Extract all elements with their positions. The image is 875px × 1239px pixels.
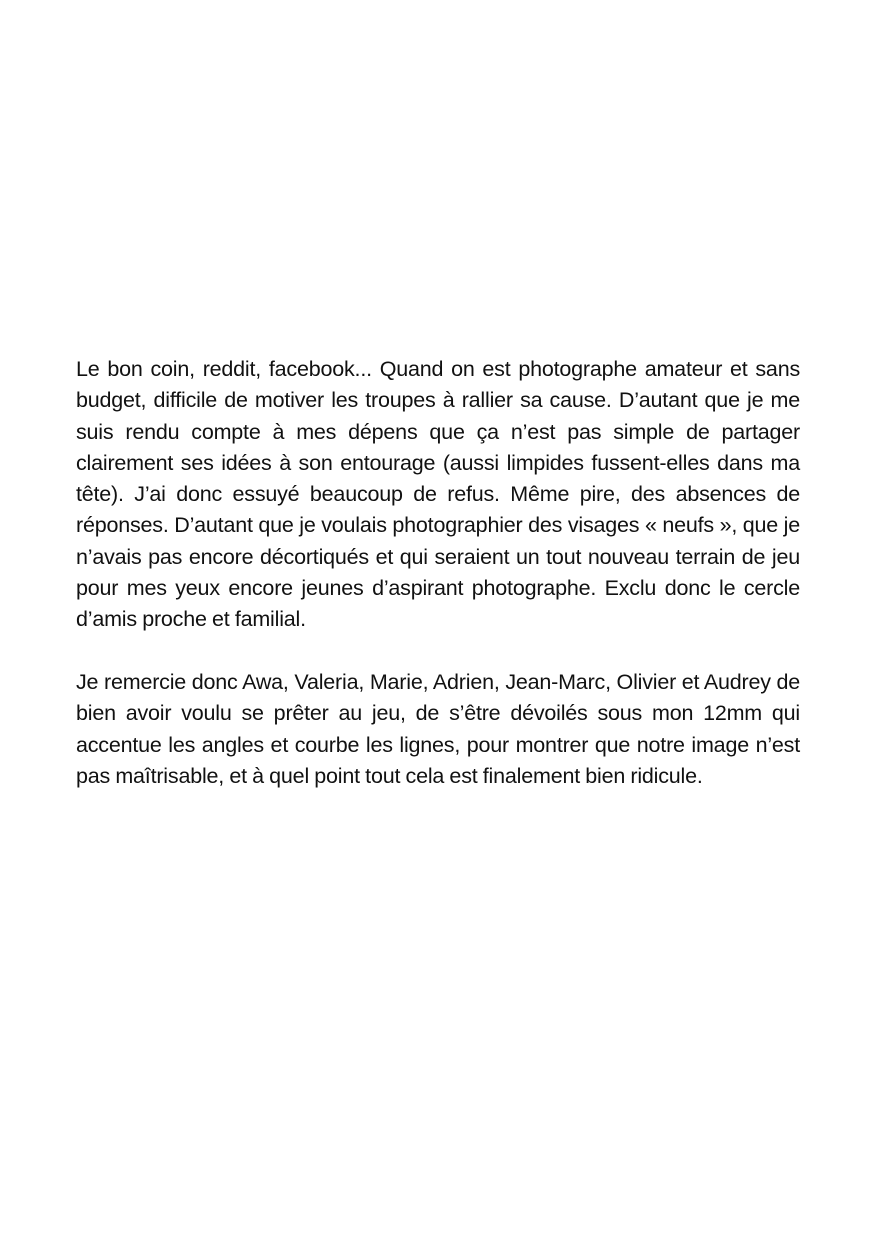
body-text bbox=[76, 354, 800, 792]
paragraph-thanks: Je remercie donc Awa, Valeria, Marie, Adrien, Jean-Marc, Olivier et Audrey de bien avoir voulu se prêter au jeu, de s’être dévoilés sous mon 12mm qui accentue les angles et courbe les lignes, pour montrer que notre image n’est pas maîtrisable, et à quel point tout cela est finalement bien ridicule. bbox=[76, 669, 800, 788]
paragraph-intro: Le bon coin, reddit, facebook... Quand on est photographe amateur et sans budget, difficile de motiver les troupes à rallier sa cause. D’autant que je me suis rendu compte à mes dépens que ça n’est pas simple de partager clairement ses idées à son entourage (aussi limpides fussent-elles dans ma tête). J’ai donc essuyé beaucoup de refus. Même pire, des absences de réponses. D’autant que je voulais photographier des visages « neufs », que je n’avais pas encore décortiqués et qui seraient un tout nouveau terrain de jeu pour mes yeux encore jeunes d’aspirant photographe. Exclu donc le cercle d’amis proche et familial. bbox=[76, 357, 800, 632]
